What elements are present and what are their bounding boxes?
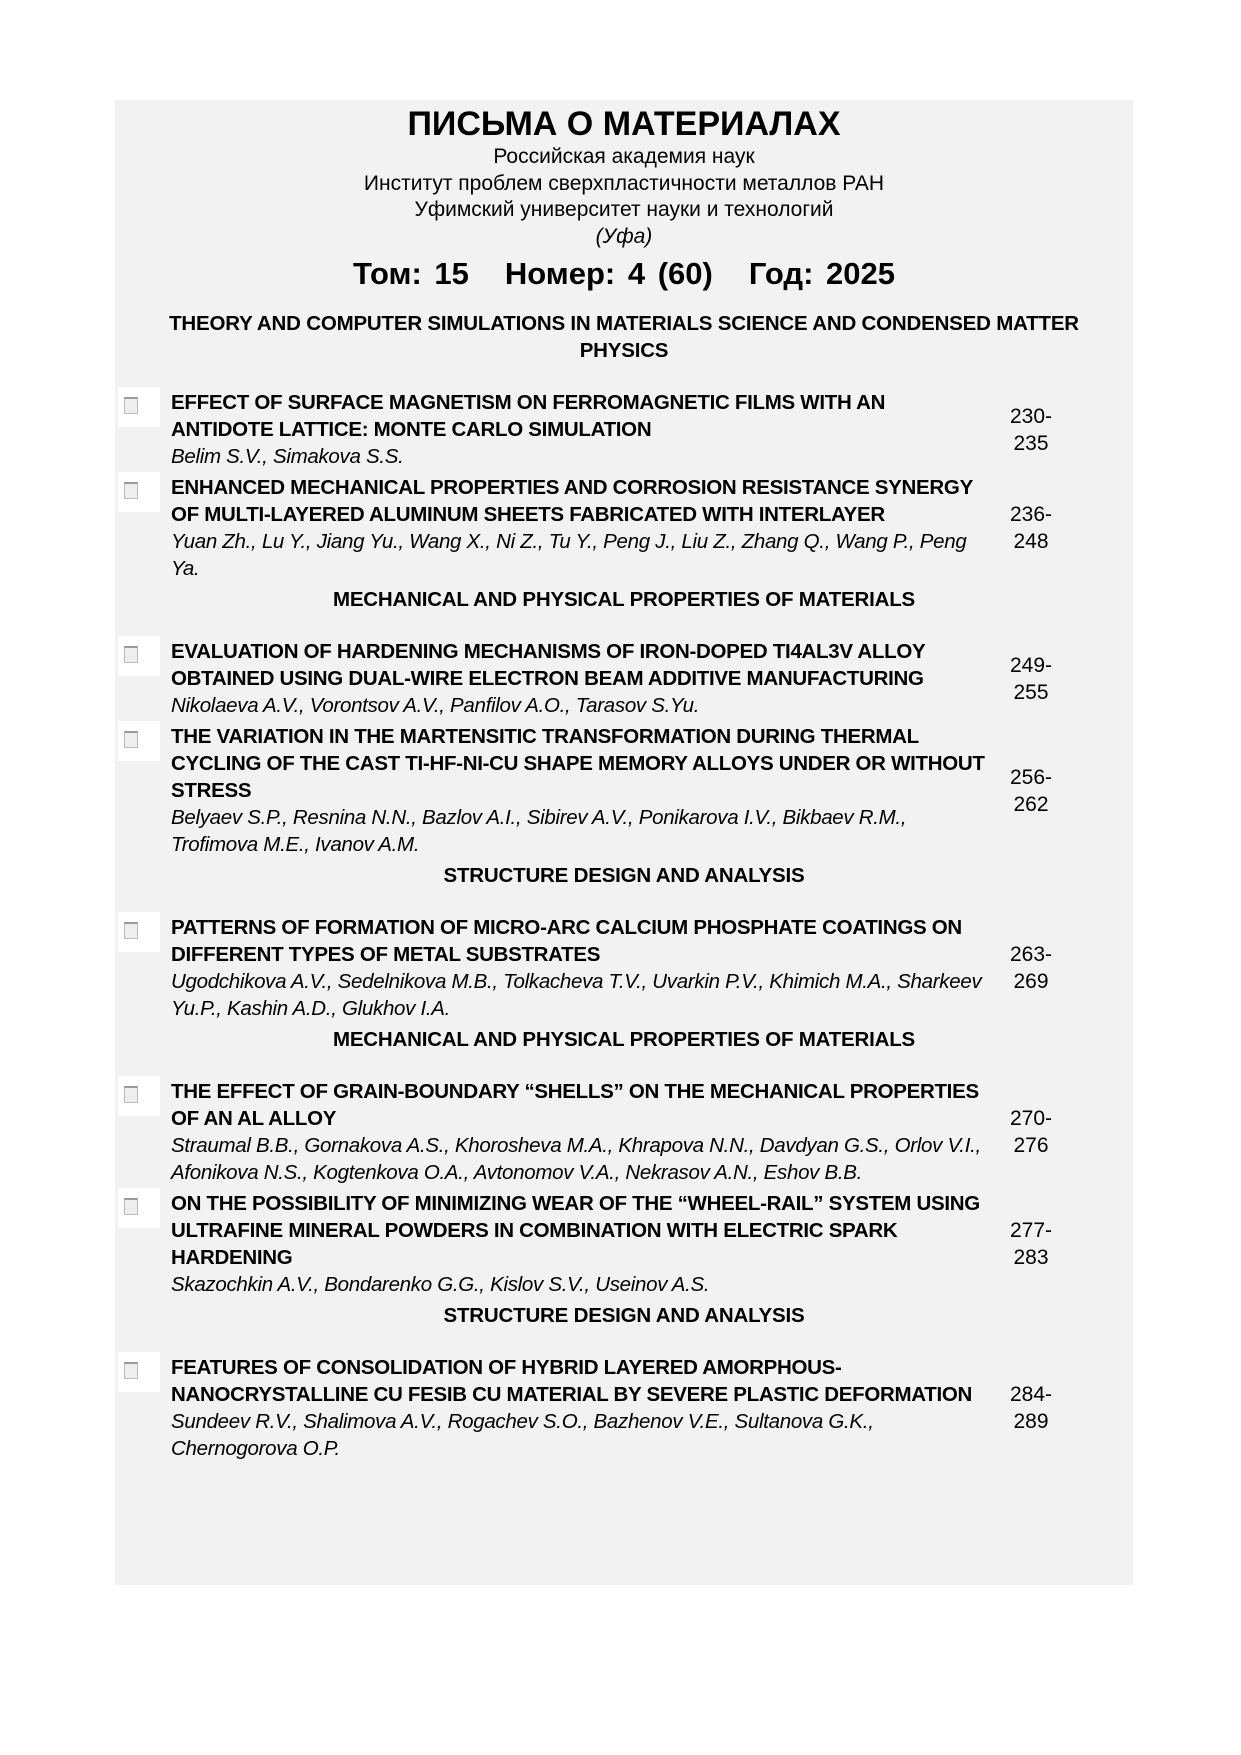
checkbox-icon (124, 1086, 138, 1103)
article-item (115, 638, 1133, 719)
article-item (115, 389, 1133, 470)
article-pages: 236- 248 (1009, 503, 1053, 553)
journal-header (115, 100, 1133, 294)
publisher-line: Уфимский университет науки и технологий (414, 198, 834, 221)
article-checkbox[interactable] (118, 721, 160, 761)
article-body (171, 1078, 986, 1186)
article-title[interactable]: ON THE POSSIBILITY OF MINIMIZING WEAR OF THE “WHEEL-RAIL” SYSTEM USING ULTRAFINE MINERAL POWDERS IN COMBINATION WITH ELECTRIC SPARK HARDENING (171, 1192, 980, 1269)
article-pages: 270- 276 (1009, 1107, 1053, 1157)
checkbox-icon (124, 1198, 138, 1215)
article-authors: Straumal B.B., Gornakova A.S., Khorosheva M.A., Khrapova N.N., Davdyan G.S., Orlov V.I., Afonikova N.S., Kogtenkova O.A., Avtonomov V.A., Nekrasov A.N., Eshov B.B. (171, 1134, 981, 1184)
city: (Уфа) (595, 224, 653, 248)
checkbox-icon (124, 482, 138, 499)
publisher-line: Российская академия наук (493, 145, 755, 168)
checkbox-icon (124, 731, 138, 748)
article-body (171, 1190, 986, 1298)
article-item (115, 914, 1133, 1022)
article-checkbox[interactable] (118, 912, 160, 952)
article-pages: 249- 255 (1009, 653, 1053, 704)
article-body (171, 723, 986, 858)
article-authors: Yuan Zh., Lu Y., Jiang Yu., Wang X., Ni Z., Tu Y., Peng J., Liu Z., Zhang Q., Wang P., Peng Ya. (171, 530, 967, 580)
article-title[interactable]: FEATURES OF CONSOLIDATION OF HYBRID LAYERED AMORPHOUS-NANOCRYSTALLINE CU FESIB CU MATERIAL BY SEVERE PLASTIC DEFORMATION (171, 1356, 972, 1406)
article-item (115, 1354, 1133, 1462)
article-title[interactable]: PATTERNS OF FORMATION OF MICRO-ARC CALCIUM PHOSPHATE COATINGS ON DIFFERENT TYPES OF METAL SUBSTRATES (171, 916, 962, 966)
journal-title: ПИСЬМА О МАТЕРИАЛАХ (407, 105, 841, 143)
article-title[interactable]: THE EFFECT OF GRAIN-BOUNDARY “SHELLS” ON THE MECHANICAL PROPERTIES OF AN AL ALLOY (171, 1080, 979, 1130)
checkbox-icon (124, 646, 138, 663)
article-title[interactable]: EVALUATION OF HARDENING MECHANISMS OF IRON-DOPED TI4AL3V ALLOY OBTAINED USING DUAL-WIRE ELECTRON BEAM ADDITIVE MANUFACTURING (171, 640, 925, 690)
article-checkbox[interactable] (118, 387, 160, 427)
article-pages: 277- 283 (1009, 1219, 1053, 1269)
article-authors: Nikolaeva A.V., Vorontsov A.V., Panfilov A.O., Tarasov S.Yu. (171, 694, 700, 717)
article-body (171, 1354, 986, 1462)
section-heading: STRUCTURE DESIGN AND ANALYSIS (443, 1304, 805, 1327)
checkbox-icon (124, 922, 138, 939)
year: Год: 2025 (748, 256, 895, 291)
volume: Том: 15 (353, 256, 469, 291)
article-checkbox[interactable] (118, 1188, 160, 1228)
article-title[interactable]: EFFECT OF SURFACE MAGNETISM ON FERROMAGNETIC FILMS WITH AN ANTIDOTE LATTICE: MONTE CARLO SIMULATION (171, 391, 886, 441)
article-body (171, 914, 986, 1022)
article-pages: 256- 262 (1009, 765, 1053, 816)
article-item (115, 723, 1133, 858)
article-authors: Belim S.V., Simakova S.S. (171, 445, 404, 468)
article-pages: 230- 235 (1009, 404, 1053, 455)
article-item (115, 474, 1133, 582)
article-checkbox[interactable] (118, 636, 160, 676)
section-heading: STRUCTURE DESIGN AND ANALYSIS (443, 864, 805, 887)
article-item (115, 1190, 1133, 1298)
article-body (171, 389, 986, 470)
article-authors: Belyaev S.P., Resnina N.N., Bazlov A.I., Sibirev A.V., Ponikarova I.V., Bikbaev R.M., Trofimova M.E., Ivanov A.M. (171, 806, 907, 856)
article-checkbox[interactable] (118, 1076, 160, 1116)
toc-panel (115, 100, 1133, 1585)
checkbox-icon (124, 1362, 138, 1379)
article-checkbox[interactable] (118, 472, 160, 512)
issue-number: Номер: 4 (60) (504, 256, 713, 291)
checkbox-icon (124, 397, 138, 414)
section-heading: THEORY AND COMPUTER SIMULATIONS IN MATERIALS SCIENCE AND CONDENSED MATTER PHYSICS (169, 312, 1079, 362)
publisher-line: Институт проблем сверхпластичности металлов РАН (363, 171, 885, 195)
article-authors: Ugodchikova A.V., Sedelnikova M.B., Tolkacheva T.V., Uvarkin P.V., Khimich M.A., Sharkeev Yu.P., Kashin A.D., Glukhov I.A. (171, 970, 982, 1020)
article-checkbox[interactable] (118, 1352, 160, 1392)
issue-info (115, 254, 1133, 294)
section-heading: MECHANICAL AND PHYSICAL PROPERTIES OF MATERIALS (332, 1028, 916, 1051)
section-heading: MECHANICAL AND PHYSICAL PROPERTIES OF MATERIALS (332, 588, 916, 611)
article-title[interactable]: ENHANCED MECHANICAL PROPERTIES AND CORROSION RESISTANCE SYNERGY OF MULTI-LAYERED ALUMINUM SHEETS FABRICATED WITH INTERLAYER (171, 476, 973, 526)
article-pages: 263- 269 (1009, 943, 1053, 993)
article-authors: Skazochkin A.V., Bondarenko G.G., Kislov S.V., Useinov A.S. (171, 1273, 710, 1296)
article-authors: Sundeev R.V., Shalimova A.V., Rogachev S.O., Bazhenov V.E., Sultanova G.K., Chernogorova O.P. (171, 1410, 874, 1460)
article-item (115, 1078, 1133, 1186)
article-body (171, 474, 986, 582)
article-pages: 284- 289 (1009, 1383, 1053, 1433)
article-title[interactable]: THE VARIATION IN THE MARTENSITIC TRANSFORMATION DURING THERMAL CYCLING OF THE CAST TI-HF-NI-CU SHAPE MEMORY ALLOYS UNDER OR WITHOUT STRESS (171, 725, 985, 802)
table-of-contents (115, 310, 1133, 1466)
article-body (171, 638, 986, 719)
